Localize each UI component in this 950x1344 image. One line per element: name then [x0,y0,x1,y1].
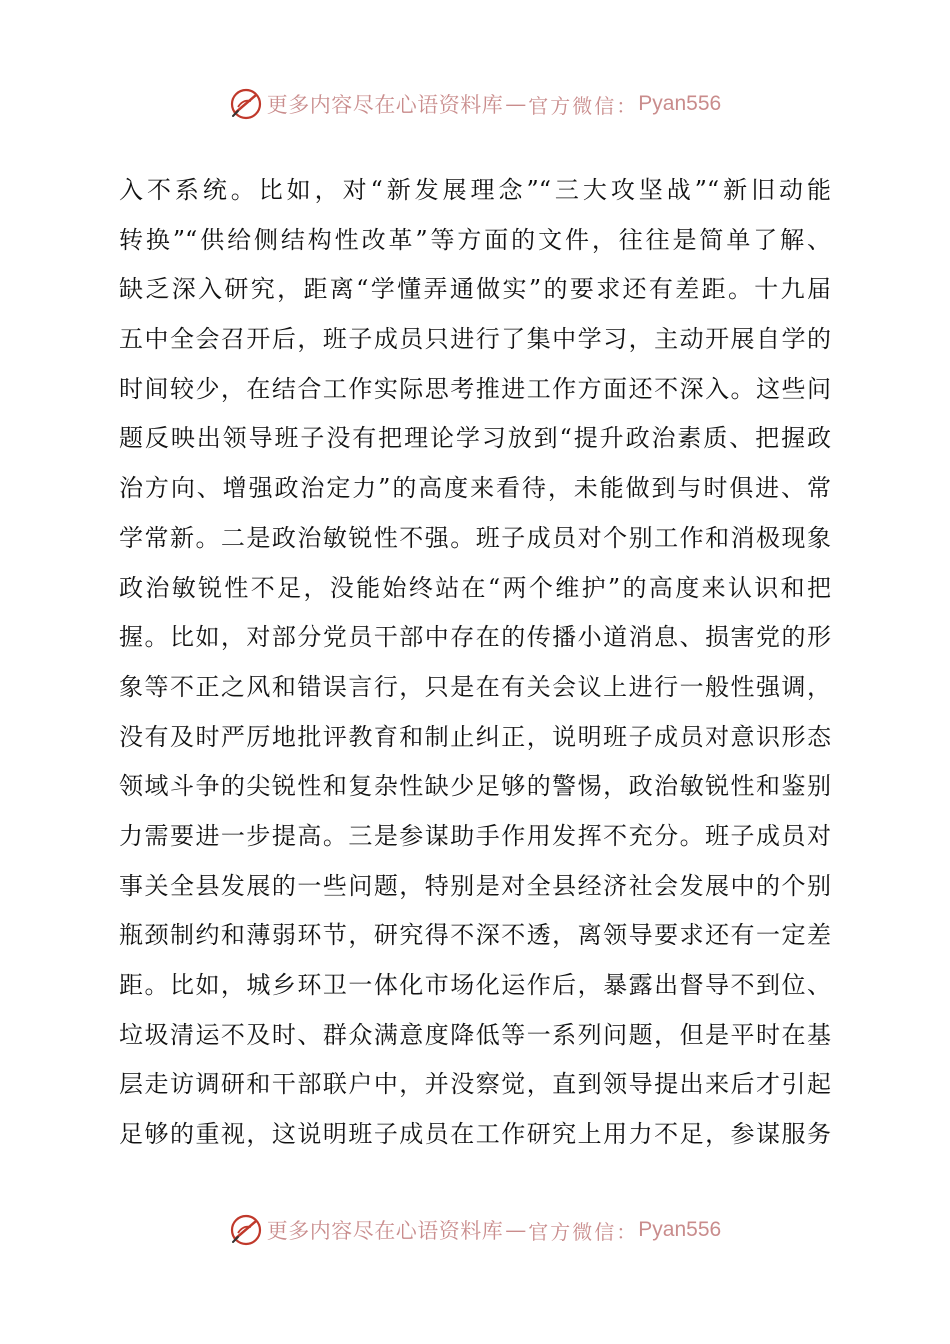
body-line: 象等不正之风和错误言行，只是在有关会议上进行一般性强调， [119,672,831,701]
header-banner [0,82,950,126]
body-line: 力需要进一步提高。三是参谋助手作用发挥不充分。班子成员对 [119,821,831,850]
pen-logo-icon [229,87,263,121]
document-body [119,166,831,1160]
body-line: 转换”“供给侧结构性改革”等方面的文件，往往是简单了解、 [119,225,831,254]
header-wechat-label: 官方微信： [528,93,639,118]
body-line: 入不系统。比如，对“新发展理念”“三大攻坚战”“新旧动能 [119,176,831,204]
footer-dash: — [505,1218,527,1242]
body-line: 没有及时严厉地批评教育和制止纠正，说明班子成员对意识形态 [119,722,831,751]
body-line: 垃圾清运不及时、群众满意度降低等一系列问题，但是平时在基 [119,1020,831,1049]
body-line: 时间较少，在结合工作实际思考推进工作方面还不深入。这些问 [119,374,831,403]
body-line: 领域斗争的尖锐性和复杂性缺少足够的警惕，政治敏锐性和鉴别 [119,772,831,801]
body-line: 题反映出领导班子没有把理论学习放到“提升政治素质、把握政 [119,424,831,453]
body-line: 缺乏深入研究，距离“学懂弄通做实”的要求还有差距。十九届 [119,275,831,304]
header-wechat-id: Pyan556 [638,92,722,115]
body-line: 五中全会召开后，班子成员只进行了集中学习，主动开展自学的 [119,325,831,354]
body-line: 事关全县发展的一些问题，特别是对全县经济社会发展中的个别 [119,871,831,900]
footer-banner [0,1208,950,1252]
footer-brand-text: 更多内容尽在心语资料库 [266,1219,504,1243]
footer-wechat-label: 官方微信： [528,1219,639,1244]
body-line: 握。比如，对部分党员干部中存在的传播小道消息、损害党的形 [119,623,831,652]
body-line: 学常新。二是政治敏锐性不强。班子成员对个别工作和消极现象 [119,523,831,552]
pen-logo-icon [229,1213,263,1247]
body-line: 政治敏锐性不足，没能始终站在“两个维护”的高度来认识和把 [119,573,831,602]
body-line: 层走访调研和干部联户中，并没察觉，直到领导提出来后才引起 [119,1070,831,1099]
body-line: 治方向、增强政治定力”的高度来看待，未能做到与时俱进、常 [119,474,831,503]
body-line: 距。比如，城乡环卫一体化市场化运作后，暴露出督导不到位、 [119,971,831,999]
header-dash: — [505,92,527,116]
body-line: 瓶颈制约和薄弱环节，研究得不深不透，离领导要求还有一定差 [119,921,831,950]
footer-wechat-id: Pyan556 [638,1218,722,1241]
header-brand-text: 更多内容尽在心语资料库 [266,93,504,117]
body-line: 足够的重视，这说明班子成员在工作研究上用力不足，参谋服务 [119,1120,831,1149]
